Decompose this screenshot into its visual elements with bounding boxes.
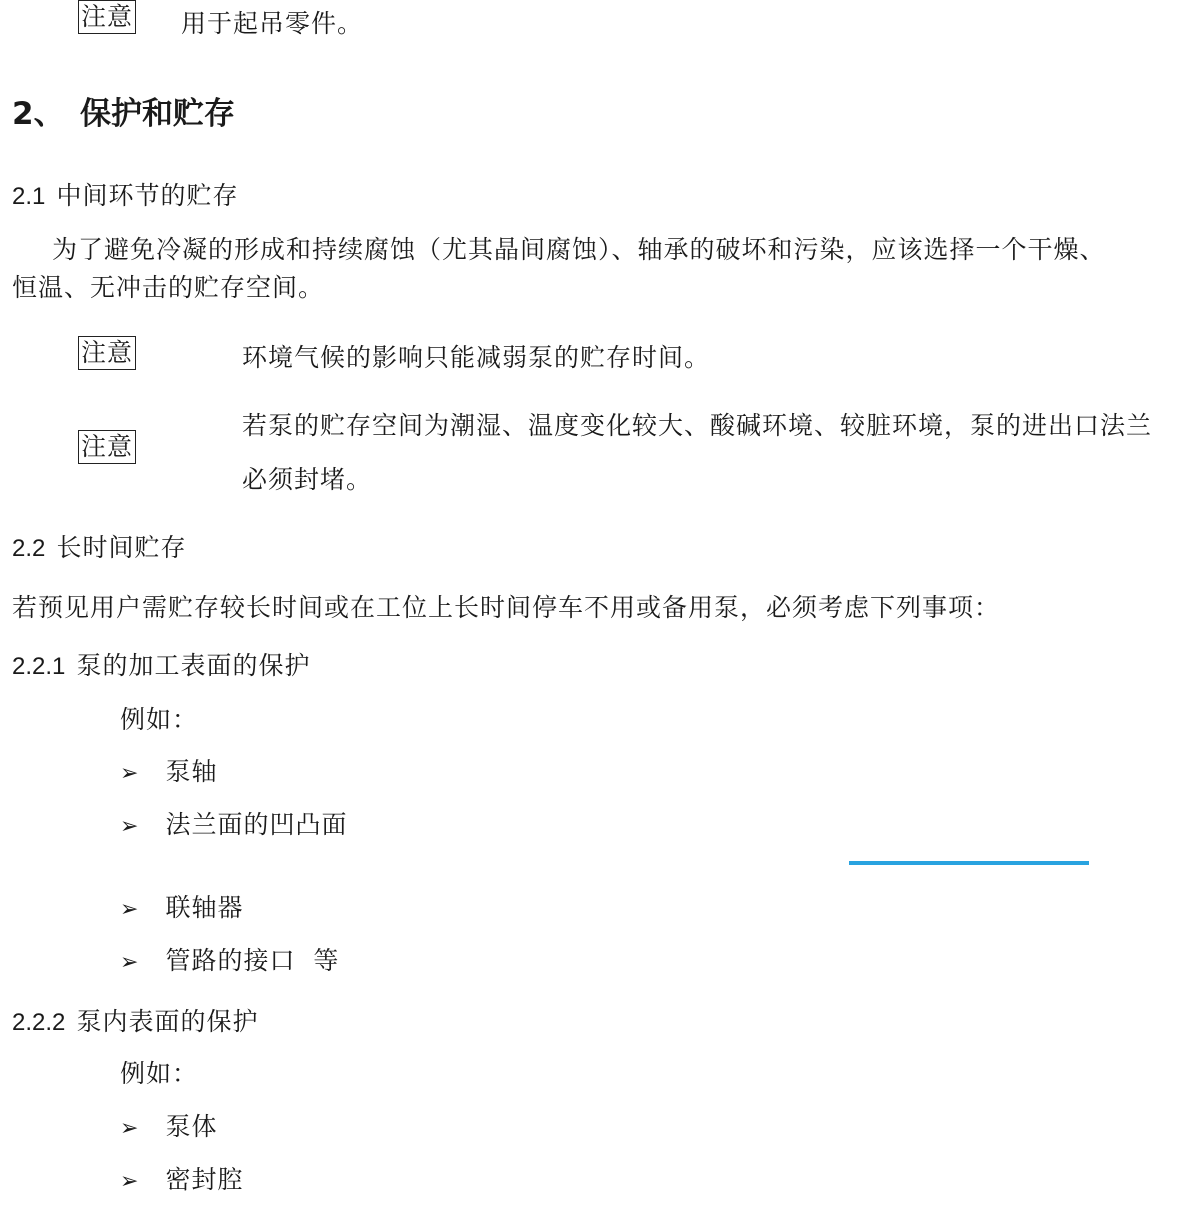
list-item-text: 泵轴 bbox=[165, 757, 218, 786]
list-item bbox=[120, 941, 339, 977]
blue-underline-mark bbox=[849, 861, 1089, 865]
list-item-text: 泵体 bbox=[165, 1112, 218, 1141]
paragraph-line: 恒温、无冲击的贮存空间。 bbox=[12, 273, 325, 302]
example-label: 例如： bbox=[120, 705, 199, 734]
list-item-text: 联轴器 bbox=[165, 893, 244, 922]
subsection-number: 2.2 bbox=[12, 535, 46, 562]
notice-text: 环境气候的影响只能减弱泵的贮存时间。 bbox=[242, 343, 711, 372]
subsection-title: 中间环节的贮存 bbox=[56, 181, 239, 210]
list-item bbox=[120, 888, 244, 924]
subsection-heading bbox=[12, 528, 186, 564]
subsection-number: 2.1 bbox=[12, 183, 46, 210]
list-item-text: 法兰面的凹凸面 bbox=[165, 810, 348, 839]
subsection-number: 2.2.2 bbox=[12, 1009, 66, 1036]
subsection-number: 2.2.1 bbox=[12, 653, 66, 680]
notice-box: 注意 bbox=[78, 336, 136, 370]
bullet-arrow-icon: ➢ bbox=[120, 761, 139, 786]
subsection-title: 长时间贮存 bbox=[56, 533, 187, 562]
notice-text: 若泵的贮存空间为潮湿、温度变化较大、酸碱环境、较脏环境，泵的进出口法兰 bbox=[242, 411, 1153, 440]
bullet-arrow-icon: ➢ bbox=[120, 950, 139, 975]
paragraph-line: 为了避免冷凝的形成和持续腐蚀（尤其晶间腐蚀）、轴承的破坏和污染，应该选择一个干燥、 bbox=[52, 235, 1106, 264]
subsection-heading bbox=[12, 176, 238, 212]
bullet-arrow-icon: ➢ bbox=[120, 897, 139, 922]
list-item bbox=[120, 1160, 244, 1196]
top-note-text: 用于起吊零件。 bbox=[181, 9, 364, 38]
subsection-heading bbox=[12, 646, 311, 682]
subsection-heading bbox=[12, 1002, 259, 1038]
paragraph-line: 若预见用户需贮存较长时间或在工位上长时间停车不用或备用泵，必须考虑下列事项： bbox=[12, 593, 1001, 622]
section-number: 2、 bbox=[12, 96, 65, 132]
list-item bbox=[120, 752, 218, 788]
list-item bbox=[120, 805, 348, 841]
notice-box: 注意 bbox=[78, 430, 136, 464]
bullet-arrow-icon: ➢ bbox=[120, 1169, 139, 1194]
bullet-arrow-icon: ➢ bbox=[120, 1116, 139, 1141]
subsection-title: 泵内表面的保护 bbox=[76, 1007, 259, 1036]
example-label: 例如： bbox=[120, 1059, 199, 1088]
section-title: 保护和贮存 bbox=[80, 96, 235, 132]
notice-box: 注意 bbox=[78, 0, 136, 34]
subsection-title: 泵的加工表面的保护 bbox=[76, 651, 311, 680]
list-item-text: 密封腔 bbox=[165, 1165, 244, 1194]
list-item bbox=[120, 1107, 218, 1143]
list-item-text: 管路的接口 等 bbox=[165, 946, 340, 975]
bullet-arrow-icon: ➢ bbox=[120, 814, 139, 839]
notice-text: 必须封堵。 bbox=[242, 465, 373, 494]
